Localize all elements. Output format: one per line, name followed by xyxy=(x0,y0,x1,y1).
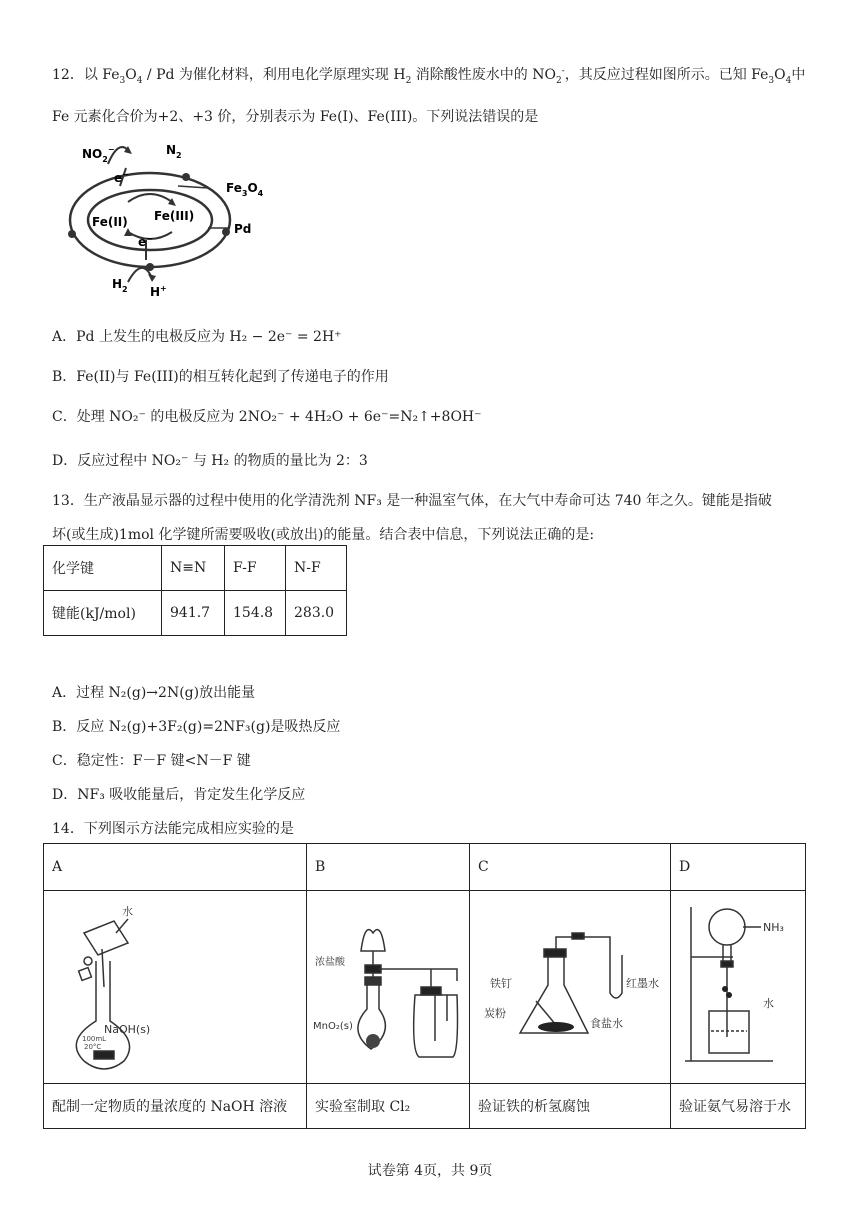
iron-corrosion-figure xyxy=(470,891,670,1079)
q13-stem-line1: 13．生产液晶显示器的过程中使用的化学清洗剂 NF₃ 是一种温室气体，在大气中寿命可达 740 年之久。键能是指破 xyxy=(52,493,772,509)
table-cell: F-F xyxy=(225,546,286,591)
label-c-carbon: 炭粉 xyxy=(484,1007,506,1020)
caption-b: 实验室制取 Cl₂ xyxy=(307,1084,470,1129)
q12-stem-line1: 12．以 $Fe_3O_4$ / Pd 为催化材料，利用电化学原理实现 $H_2$ 消除酸性废水中的 $NO_2^-$，其反应过程如图所示。已知 $Fe_3O_4$中 xyxy=(52,66,806,86)
page-footer: 试卷第 4页，共 9页 xyxy=(367,1163,493,1179)
label-a-naoh: NaOH(s) xyxy=(104,1023,151,1036)
label-e-top: e− xyxy=(114,170,129,185)
table-header-row xyxy=(44,546,347,591)
table-cell: N-F xyxy=(286,546,347,591)
figure-d-cell xyxy=(671,891,806,1084)
ammonia-fountain-figure xyxy=(671,891,805,1079)
caption-c: 验证铁的析氢腐蚀 xyxy=(470,1084,671,1129)
label-pd: Pd xyxy=(234,222,252,236)
caption-d: 验证氨气易溶于水 xyxy=(671,1084,806,1129)
table-cell: 键能(kJ/mol) xyxy=(44,591,162,636)
figure-a-cell xyxy=(44,891,307,1084)
label-e-bottom: e− xyxy=(138,234,153,249)
label-c-ink: 红墨水 xyxy=(626,977,659,990)
figure-c-cell xyxy=(470,891,671,1084)
label-fe2: Fe(II) xyxy=(92,215,128,229)
header-a[interactable]: A xyxy=(44,844,307,891)
q13-option-c[interactable]: C．稳定性：F－F 键<N－F 键 xyxy=(52,753,251,769)
electrode-dot-right xyxy=(222,228,230,236)
electrode-dot-top xyxy=(182,173,190,181)
label-hplus: H+ xyxy=(150,284,167,299)
figure-b-cell xyxy=(307,891,470,1084)
label-c-nail: 铁钉 xyxy=(490,977,512,990)
label-fe3o4: $Fe_3O_4$ xyxy=(226,181,264,198)
q12-option-a[interactable]: A．Pd 上发生的电极反应为 H₂ − 2e⁻ = 2H⁺ xyxy=(52,329,342,345)
q12-option-d[interactable]: D．反应过程中 NO₂⁻ 与 H₂ 的物质的量比为 2：3 xyxy=(52,453,368,469)
table-cell: 化学键 xyxy=(44,546,162,591)
bond-energy-table xyxy=(43,545,347,636)
experiment-figure-row xyxy=(44,891,806,1084)
header-c[interactable]: C xyxy=(470,844,671,891)
label-h2: $H_2$ xyxy=(112,277,128,294)
table-cell: 283.0 xyxy=(286,591,347,636)
q12-option-b[interactable]: B．Fe(II)与 Fe(III)的相互转化起到了传递电子的作用 xyxy=(52,369,389,385)
caption-a: 配制一定物质的量浓度的 NaOH 溶液 xyxy=(44,1084,307,1129)
fe-cycle-arrow-top xyxy=(128,194,172,202)
label-c-brine: 食盐水 xyxy=(590,1017,623,1030)
electrode-dot-left xyxy=(68,230,76,238)
label-a-water: 水 xyxy=(122,905,133,918)
label-n2: $N_2$ xyxy=(166,143,182,160)
q12-stem-line2: Fe 元素化合价为+2、+3 价，分别表示为 Fe(I)、Fe(III)。下列说法错误的是 xyxy=(52,109,539,125)
label-b-mno2: MnO₂(s) xyxy=(313,1021,353,1032)
table-cell: 941.7 xyxy=(162,591,225,636)
q13-stem-line2: 坏(或生成)1mol 化学键所需要吸收(或放出)的能量。结合表中信息，下列说法正确的是: xyxy=(52,527,595,543)
label-no2: $NO_2^-$ xyxy=(82,145,115,164)
experiment-caption-row xyxy=(44,1084,806,1129)
header-d[interactable]: D xyxy=(671,844,806,891)
q12-reaction-diagram xyxy=(58,136,268,304)
experiment-table xyxy=(43,843,806,1129)
volumetric-flask-figure xyxy=(44,891,306,1079)
label-b-hcl: 浓盐酸 xyxy=(315,957,345,968)
label-a-volume: 100mL xyxy=(82,1035,107,1043)
header-b[interactable]: B xyxy=(307,844,470,891)
chlorine-apparatus-figure xyxy=(307,891,469,1079)
label-fe3: Fe(III) xyxy=(154,209,195,223)
q14-stem: 14．下列图示方法能完成相应实验的是 xyxy=(52,821,294,837)
label-d-nh3: NH₃ xyxy=(763,921,784,934)
table-cell: N≡N xyxy=(162,546,225,591)
q13-option-d[interactable]: D．NF₃ 吸收能量后，肯定发生化学反应 xyxy=(52,787,306,803)
table-cell: 154.8 xyxy=(225,591,286,636)
q12-option-c[interactable]: C．处理 NO₂⁻ 的电极反应为 2NO₂⁻ + 4H₂O + 6e⁻=N₂↑+8OH⁻ xyxy=(52,409,482,425)
experiment-header-row xyxy=(44,844,806,891)
q13-option-b[interactable]: B．反应 N₂(g)+3F₂(g)=2NF₃(g)是吸热反应 xyxy=(52,719,341,735)
label-d-water: 水 xyxy=(763,997,774,1010)
label-a-temp: 20°C xyxy=(84,1043,102,1051)
table-row xyxy=(44,591,347,636)
q13-option-a[interactable]: A．过程 N₂(g)→2N(g)放出能量 xyxy=(52,685,256,701)
